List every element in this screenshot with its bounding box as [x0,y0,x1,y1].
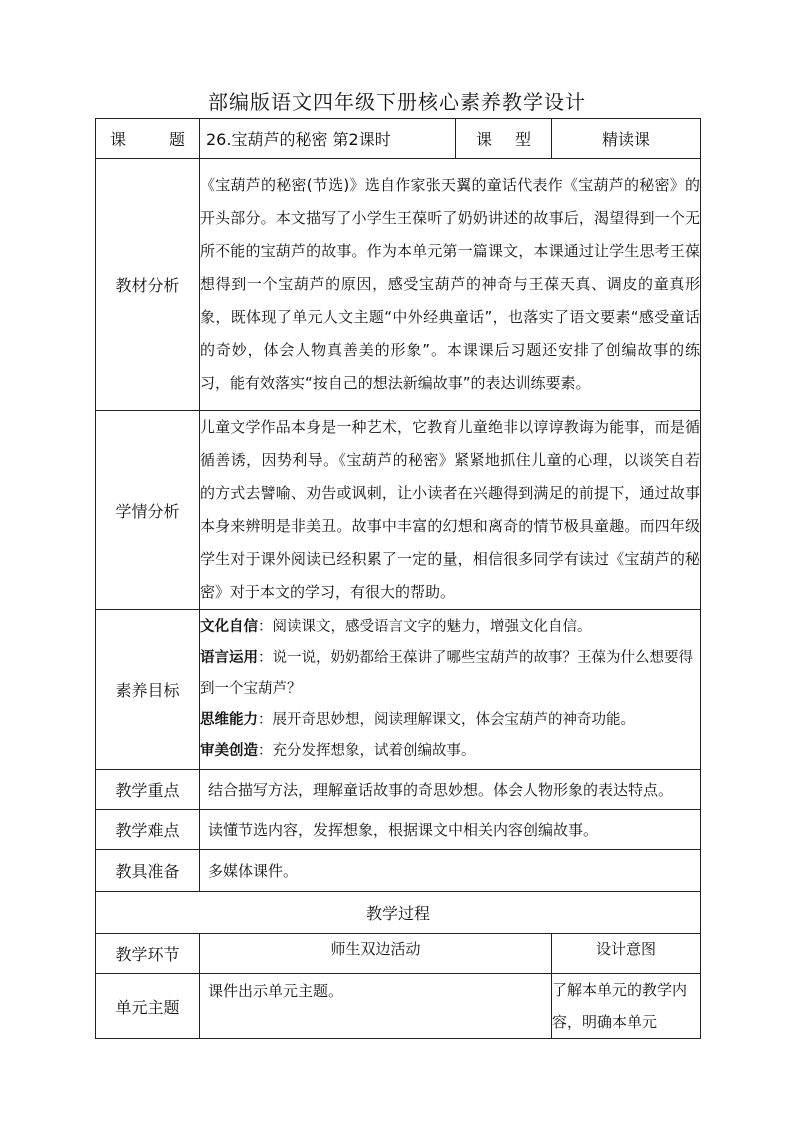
literacy-goals-label: 素养目标 [96,610,200,770]
process-title-row [96,892,701,934]
stage-label: 单元主题 [96,974,200,1039]
student-analysis-text: 儿童文学作品本身是一种艺术，它教育儿童绝非以谆谆教诲为能事，而是循循善诱，因势利导。《宝葫芦的秘密》紧紧地抓住儿童的心理，以谈笑自若的方式去譬喻、劝告或讽刺，让小读者在兴趣得到满足的前提下，通过故事本身来辨明是非美丑。故事中丰富的幻想和离奇的情节极具童趣。而四年级学生对于课外阅读已经积累了一定的量，相信很多同学有读过《宝葫芦的秘密》对于本文的学习，有很大的帮助。 [200,411,701,610]
material-analysis-row [96,159,701,411]
col-intent-header: 设计意图 [552,934,701,974]
student-analysis-label: 学情分析 [96,411,200,610]
literacy-goals-list [200,610,701,770]
lesson-plan-table [95,118,701,1039]
goal-item: 审美创造：充分发挥想象，试着创编故事。 [200,743,476,759]
teaching-difficulty-label: 教学难点 [96,810,200,850]
teaching-tools-label: 教具准备 [96,850,200,892]
teaching-key-text: 结合描写方法，理解童话故事的奇思妙想。体会人物形象的表达特点。 [200,770,701,810]
material-analysis-text: 《宝葫芦的秘密(节选)》选自作家张天翼的童话代表作《宝葫芦的秘密》的开头部分。本文描写了小学生王葆听了奶奶讲述的故事后，渴望得到一个无所不能的宝葫芦的故事。作为本单元第一篇课文，本课通过让学生思考王葆想得到一个宝葫芦的原因，感受宝葫芦的神奇与王葆天真、调皮的童真形象，既体现了单元人文主题“中外经典童话”，也落实了语文要素“感受童话的奇妙，体会人物真善美的形象”。本课课后习题还安排了创编故事的练习，能有效落实“按自己的想法新编故事”的表达训练要素。 [200,159,701,411]
label-course-title [96,119,200,159]
header-row [96,119,701,159]
col-stage-header: 教学环节 [96,934,200,974]
teaching-tools-text: 多媒体课件。 [200,850,701,892]
material-analysis-label: 教材分析 [96,159,200,411]
goal-item: 文化自信：阅读课文，感受语言文字的魅力，增强文化自信。 [200,619,592,635]
literacy-goals-row [96,610,701,770]
teaching-key-row [96,770,701,810]
stage-activity: 课件出示单元主题。 [200,974,552,1039]
label-ti: 题 [168,130,185,149]
col-activity-header: 师生双边活动 [200,934,552,974]
course-type: 精读课 [552,119,701,159]
teaching-key-label: 教学重点 [96,770,200,810]
label-ke: 课 [110,130,127,149]
stage-row [96,974,701,1039]
process-header-row [96,934,701,974]
course-title: 26.宝葫芦的秘密 第2课时 [200,119,456,159]
teaching-difficulty-text: 读懂节选内容，发挥想象，根据课文中相关内容创编故事。 [200,810,701,850]
label-xing: 型 [514,130,531,149]
stage-intent: 了解本单元的教学内容，明确本单元 [552,974,701,1039]
goal-item: 思维能力：展开奇思妙想，阅读理解课文，体会宝葫芦的神奇功能。 [200,712,635,728]
student-analysis-row [96,411,701,610]
goal-item: 语言运用：说一说，奶奶都给王葆讲了哪些宝葫芦的故事？王葆为什么想要得到一个宝葫芦？ [200,650,693,697]
label-ke2: 课 [476,130,493,149]
process-title: 教学过程 [96,892,701,934]
teaching-tools-row [96,850,701,892]
teaching-difficulty-row [96,810,701,850]
label-course-type [456,119,552,159]
document-title: 部编版语文四年级下册核心素养教学设计 [208,90,586,114]
